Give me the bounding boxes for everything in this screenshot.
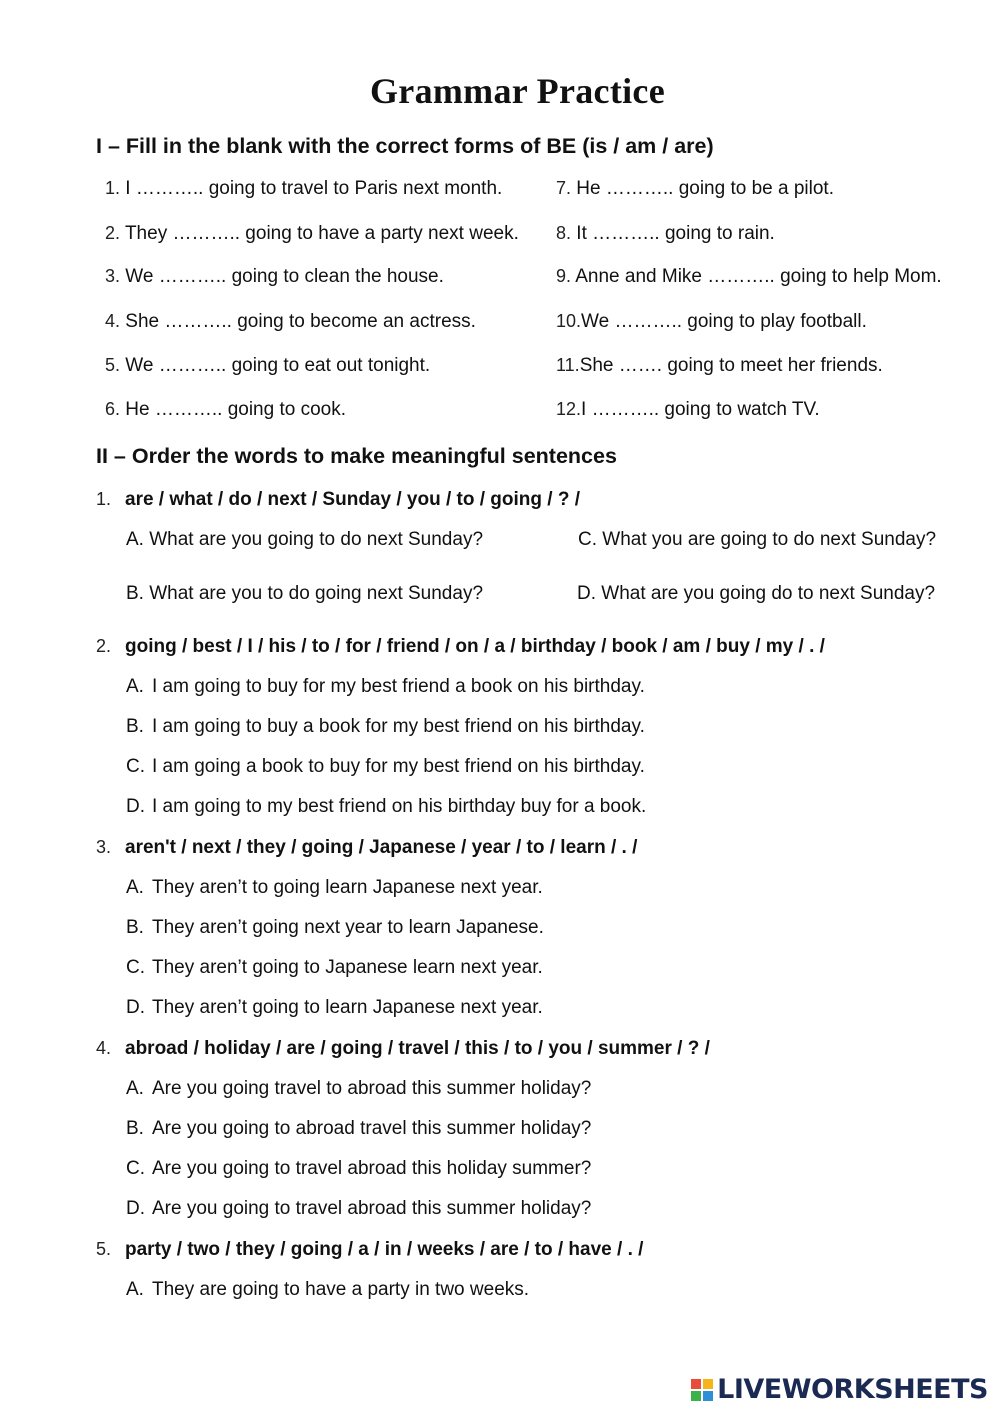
answer-option[interactable] bbox=[126, 716, 645, 738]
answer-option[interactable] bbox=[126, 676, 645, 698]
answer-option[interactable] bbox=[126, 756, 645, 778]
fill-item bbox=[105, 266, 444, 288]
question-prompt: going / best / I / his / to / for / friend / on / a / birthday / book / am / buy / my / . / bbox=[125, 636, 825, 657]
item-text: I ……….. going to travel to Paris next month. bbox=[125, 178, 503, 199]
option-text: Are you going to travel abroad this holiday summer? bbox=[152, 1158, 592, 1179]
answer-option[interactable]: A. What are you going to do next Sunday? bbox=[126, 529, 484, 550]
option-text: Are you going to travel abroad this summer holiday? bbox=[152, 1198, 592, 1219]
item-number: 7. bbox=[556, 178, 572, 198]
option-text: They aren’t to going learn Japanese next year. bbox=[152, 877, 543, 898]
item-text: She ……. going to meet her friends. bbox=[579, 355, 883, 376]
answer-option[interactable] bbox=[126, 877, 543, 899]
question-3 bbox=[96, 837, 637, 859]
option-text: They aren’t going to learn Japanese next year. bbox=[152, 997, 543, 1018]
answer-option[interactable] bbox=[126, 1279, 529, 1301]
item-number: 2. bbox=[105, 223, 121, 243]
liveworksheets-logo-icon bbox=[691, 1379, 713, 1401]
fill-item bbox=[105, 223, 519, 245]
item-text: We ……….. going to clean the house. bbox=[125, 266, 444, 287]
option-text: I am going a book to buy for my best friend on his birthday. bbox=[152, 756, 645, 777]
fill-item bbox=[556, 223, 775, 245]
option-letter: D. bbox=[126, 1198, 145, 1219]
fill-item bbox=[556, 355, 883, 377]
item-text: I ……….. going to watch TV. bbox=[581, 399, 820, 420]
answer-option[interactable] bbox=[126, 917, 544, 939]
item-text: He ……….. going to cook. bbox=[125, 399, 347, 420]
item-text: She ……….. going to become an actress. bbox=[125, 311, 476, 332]
question-prompt: party / two / they / going / a / in / weeks / are / to / have / . / bbox=[125, 1239, 644, 1260]
item-number: 9. bbox=[556, 266, 572, 286]
question-number: 3. bbox=[96, 837, 112, 857]
option-text: I am going to my best friend on his birthday buy for a book. bbox=[152, 796, 647, 817]
answer-option[interactable] bbox=[126, 1078, 591, 1100]
logo-square bbox=[691, 1391, 701, 1401]
section-1-heading: I – Fill in the blank with the correct forms of BE (is / am / are) bbox=[96, 134, 714, 158]
question-number: 4. bbox=[96, 1038, 112, 1058]
option-letter: D. bbox=[126, 796, 145, 817]
question-prompt: are / what / do / next / Sunday / you / to / going / ? / bbox=[125, 489, 580, 510]
option-text: Are you going to abroad travel this summer holiday? bbox=[152, 1118, 592, 1139]
option-letter: A. bbox=[126, 1279, 144, 1300]
fill-item bbox=[105, 355, 430, 377]
fill-item bbox=[105, 399, 346, 421]
question-number: 1. bbox=[96, 489, 112, 509]
logo-square bbox=[703, 1379, 713, 1389]
item-number: 6. bbox=[105, 399, 121, 419]
item-number: 5. bbox=[105, 355, 121, 375]
question-2 bbox=[96, 636, 825, 658]
option-text: They aren’t going next year to learn Japanese. bbox=[152, 917, 544, 938]
item-number: 12. bbox=[556, 399, 582, 419]
fill-item bbox=[556, 311, 867, 333]
section-2-heading: II – Order the words to make meaningful sentences bbox=[96, 444, 617, 468]
fill-item bbox=[556, 399, 820, 421]
item-text: They ……….. going to have a party next week. bbox=[124, 223, 519, 244]
option-letter: A. bbox=[126, 877, 144, 898]
option-letter: C. bbox=[126, 756, 145, 777]
answer-option[interactable]: C. What you are going to do next Sunday? bbox=[578, 529, 937, 550]
option-text: I am going to buy a book for my best friend on his birthday. bbox=[152, 716, 645, 737]
answer-option[interactable] bbox=[126, 1198, 591, 1220]
answer-option[interactable] bbox=[126, 1118, 591, 1140]
item-number: 3. bbox=[105, 266, 121, 286]
item-number: 11. bbox=[556, 355, 580, 375]
option-text: I am going to buy for my best friend a book on his birthday. bbox=[152, 676, 645, 697]
logo-text: LIVEWORKSHEETS bbox=[717, 1374, 988, 1405]
logo-square bbox=[703, 1391, 713, 1401]
option-letter: C. bbox=[126, 957, 145, 978]
answer-option[interactable] bbox=[126, 796, 646, 818]
fill-item bbox=[556, 178, 834, 200]
item-number: 10. bbox=[556, 311, 582, 331]
item-number: 1. bbox=[105, 178, 121, 198]
question-number: 5. bbox=[96, 1239, 112, 1259]
item-text: He ……….. going to be a pilot. bbox=[576, 178, 834, 199]
item-number: 4. bbox=[105, 311, 121, 331]
option-text: They are going to have a party in two weeks. bbox=[152, 1279, 530, 1300]
item-number: 8. bbox=[556, 223, 572, 243]
fill-item bbox=[105, 311, 476, 333]
option-letter: B. bbox=[126, 1118, 144, 1139]
item-text: We ……….. going to play football. bbox=[581, 311, 867, 332]
answer-option[interactable] bbox=[126, 957, 543, 979]
option-letter: D. bbox=[126, 997, 145, 1018]
option-letter: B. bbox=[126, 917, 144, 938]
fill-item bbox=[105, 178, 502, 200]
option-letter: C. bbox=[126, 1158, 145, 1179]
question-prompt: abroad / holiday / are / going / travel / this / to / you / summer / ? / bbox=[125, 1038, 710, 1059]
option-text: Are you going travel to abroad this summer holiday? bbox=[152, 1078, 592, 1099]
question-5 bbox=[96, 1239, 643, 1261]
option-letter: A. bbox=[126, 676, 144, 697]
option-text: They aren’t going to Japanese learn next year. bbox=[152, 957, 543, 978]
answer-option[interactable]: D. What are you going do to next Sunday? bbox=[577, 583, 936, 604]
question-1 bbox=[96, 489, 580, 511]
item-text: Anne and Mike ……….. going to help Mom. bbox=[575, 266, 942, 287]
logo-square bbox=[691, 1379, 701, 1389]
page-title: Grammar Practice bbox=[370, 71, 665, 111]
answer-option[interactable] bbox=[126, 1158, 591, 1180]
question-4 bbox=[96, 1038, 710, 1060]
liveworksheets-logo[interactable] bbox=[691, 1374, 988, 1405]
answer-option[interactable]: B. What are you to do going next Sunday? bbox=[126, 583, 484, 604]
item-text: It ……….. going to rain. bbox=[576, 223, 775, 244]
item-text: We ……….. going to eat out tonight. bbox=[125, 355, 431, 376]
question-number: 2. bbox=[96, 636, 112, 656]
option-letter: A. bbox=[126, 1078, 144, 1099]
fill-item bbox=[556, 266, 942, 288]
option-letter: B. bbox=[126, 716, 144, 737]
answer-option[interactable] bbox=[126, 997, 543, 1019]
question-prompt: aren't / next / they / going / Japanese / year / to / learn / . / bbox=[125, 837, 638, 858]
